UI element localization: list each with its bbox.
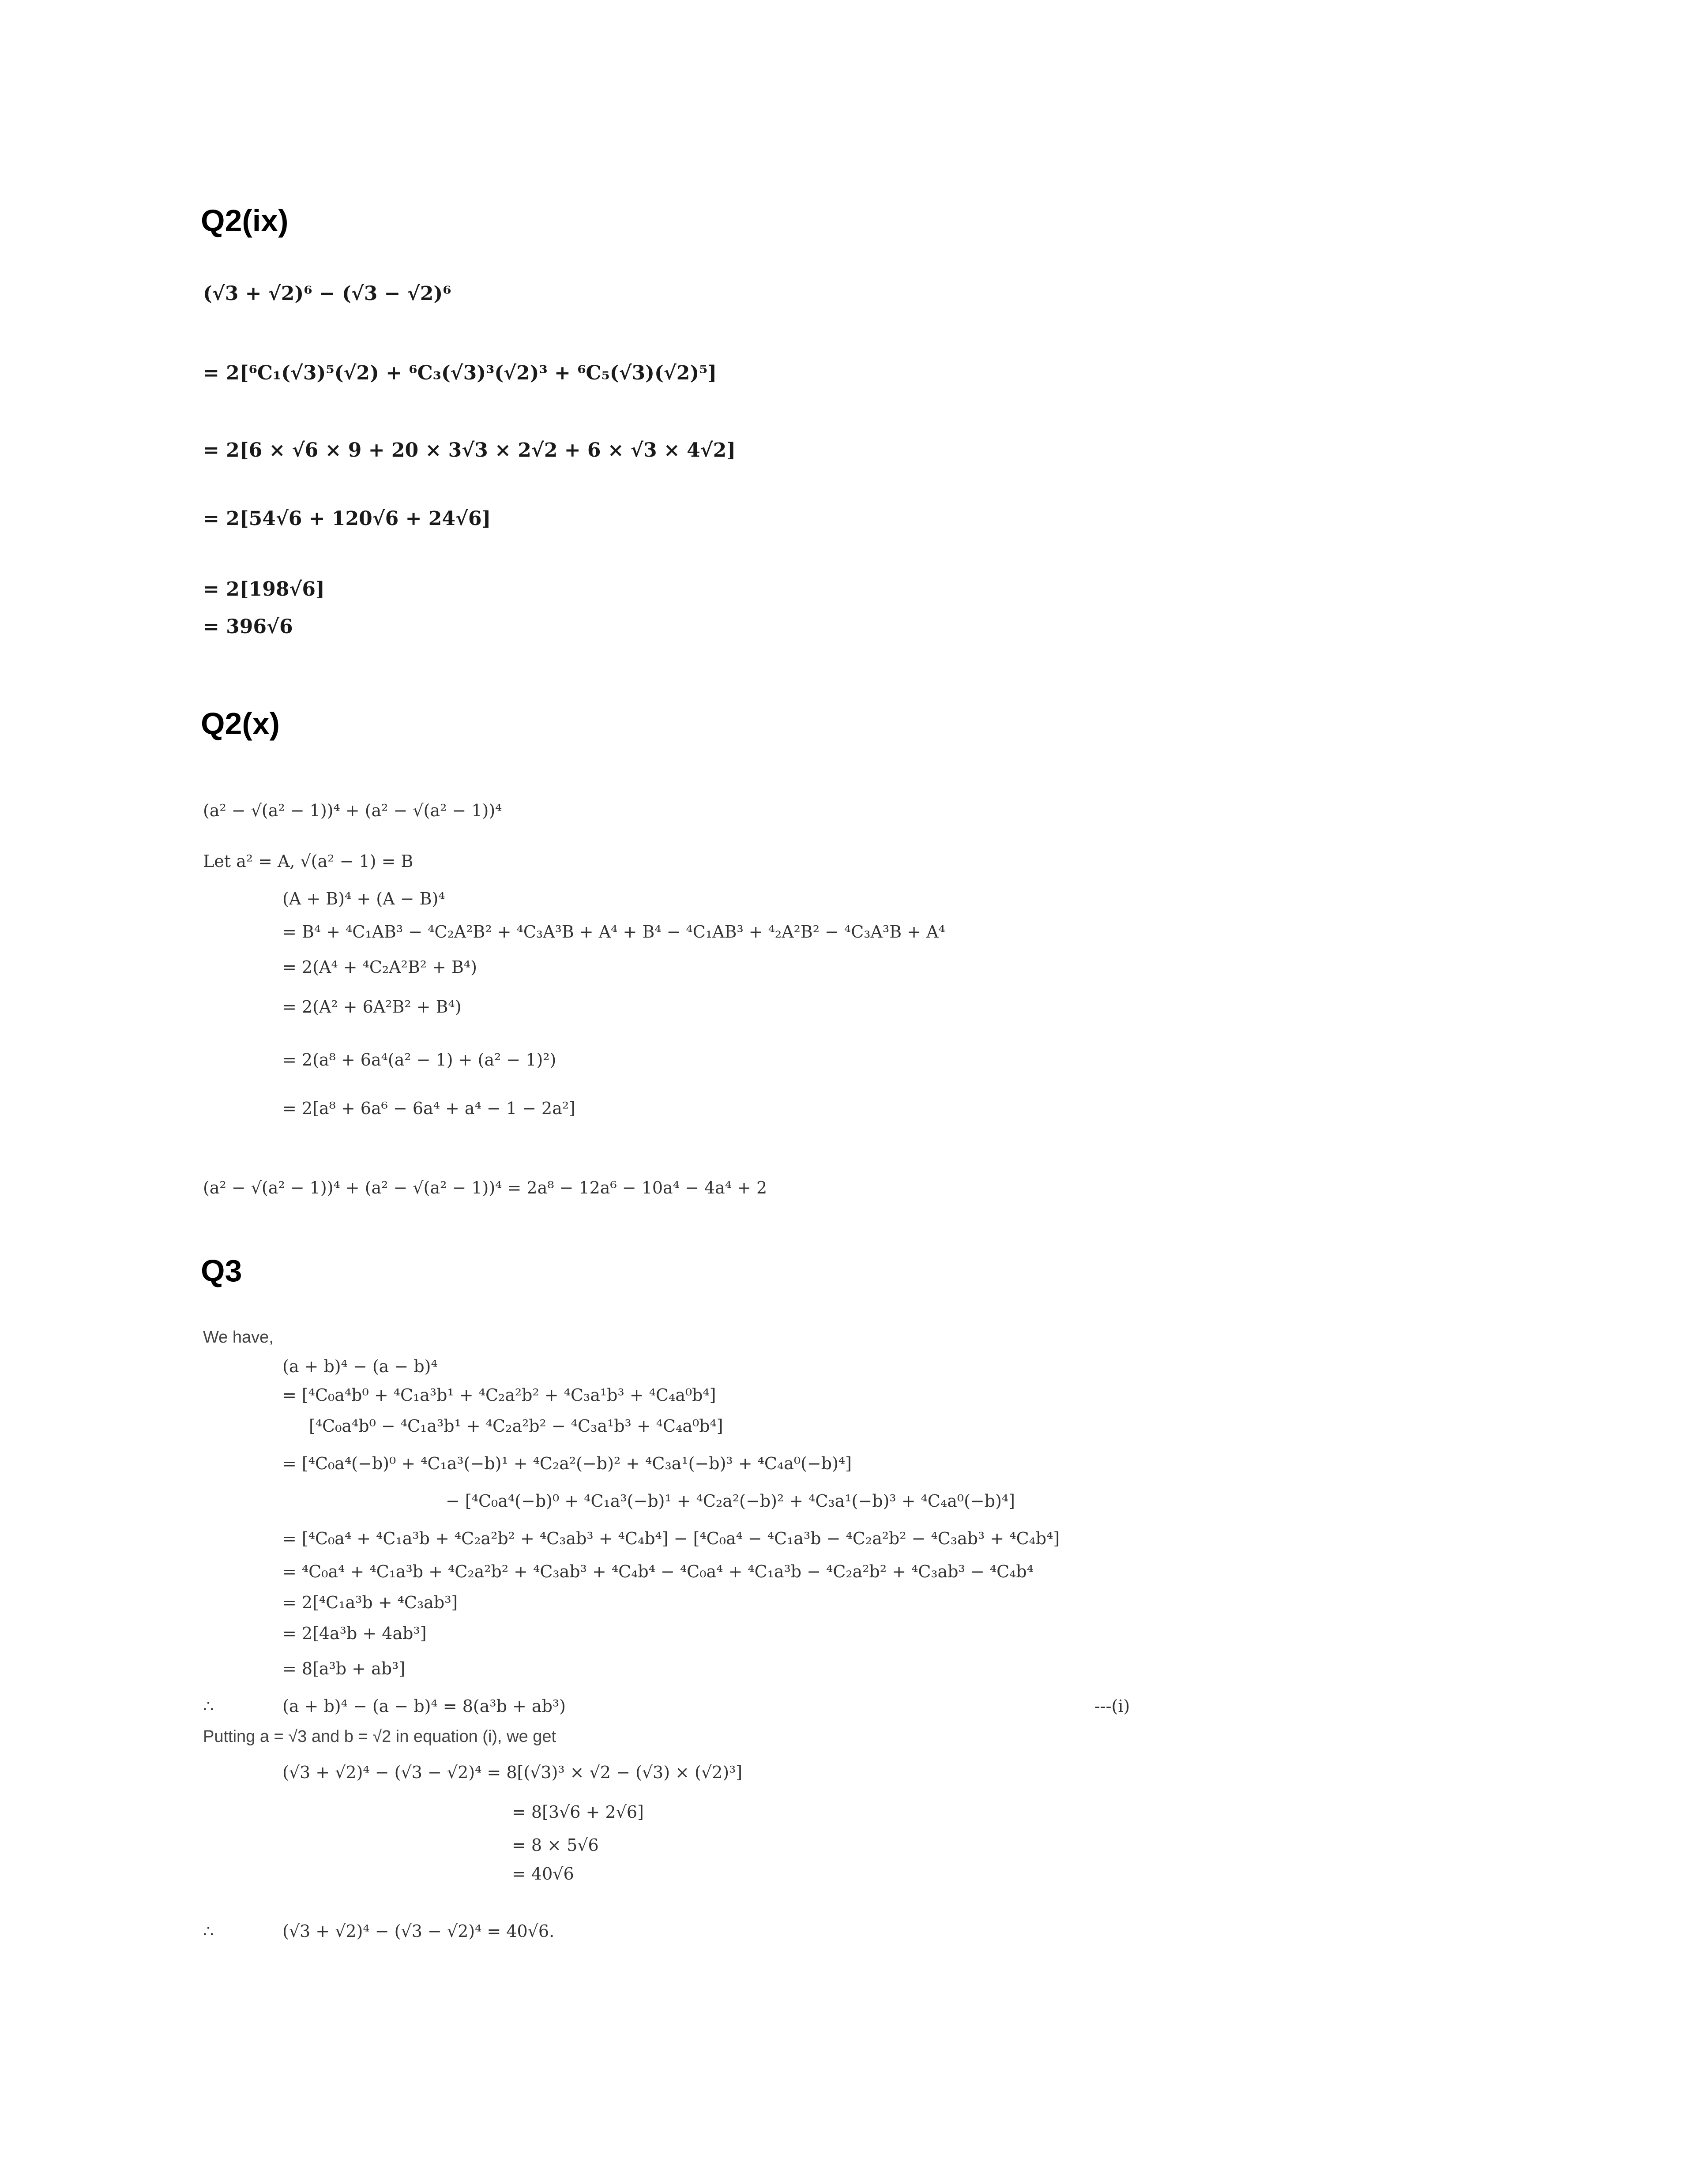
equation-line: (a² − √(a² − 1))⁴ + (a² − √(a² − 1))⁴ = 2a⁸ − 12a⁶ − 10a⁴ − 4a⁴ + 2 (203, 1178, 767, 1197)
equation-line: = 8[3√6 + 2√6] (512, 1802, 644, 1822)
equation-line: (a + b)⁴ − (a − b)⁴ (282, 1357, 438, 1376)
equation-line: = [⁴C₀a⁴ + ⁴C₁a³b + ⁴C₂a²b² + ⁴C₃ab³ + ⁴C₄b⁴] − [⁴C₀a⁴ − ⁴C₁a³b − ⁴C₂a²b² − ⁴C₃ab³ + ⁴C₄b⁴] (282, 1529, 1060, 1548)
equation-line: = 2[4a³b + 4ab³] (282, 1624, 427, 1643)
equation-line: − [⁴C₀a⁴(−b)⁰ + ⁴C₁a³(−b)¹ + ⁴C₂a²(−b)² + ⁴C₃a¹(−b)³ + ⁴C₄a⁰(−b)⁴] (446, 1491, 1015, 1511)
equation-line: = 2[⁶C₁(√3)⁵(√2) + ⁶C₃(√3)³(√2)³ + ⁶C₅(√3)(√2)⁵] (203, 362, 717, 384)
heading-q3: Q3 (201, 1253, 242, 1288)
equation-line: = 2(A⁴ + ⁴C₂A²B² + B⁴) (282, 957, 477, 977)
equation-line: = ⁴C₀a⁴ + ⁴C₁a³b + ⁴C₂a²b² + ⁴C₃ab³ + ⁴C₄b⁴ − ⁴C₀a⁴ + ⁴C₁a³b − ⁴C₂a²b² + ⁴C₃ab³ − ⁴C₄b⁴ (282, 1562, 1034, 1581)
equation-label: ---(i) (1094, 1696, 1130, 1716)
equation-line: = 2[198√6] (203, 578, 325, 600)
equation-line: (A + B)⁴ + (A − B)⁴ (282, 889, 445, 908)
equation-line: (a + b)⁴ − (a − b)⁴ = 8(a³b + ab³) (282, 1696, 566, 1716)
equation-line: = [⁴C₀a⁴(−b)⁰ + ⁴C₁a³(−b)¹ + ⁴C₂a²(−b)² + ⁴C₃a¹(−b)³ + ⁴C₄a⁰(−b)⁴] (282, 1454, 852, 1473)
equation-line: = 8 × 5√6 (512, 1835, 599, 1855)
therefore-symbol: ∴ (203, 1921, 214, 1941)
equation-line: = 2(A² + 6A²B² + B⁴) (282, 997, 462, 1017)
equation-line: (a² − √(a² − 1))⁴ + (a² − √(a² − 1))⁴ (203, 801, 502, 820)
equation-line: = B⁴ + ⁴C₁AB³ − ⁴C₂A²B² + ⁴C₃A³B + A⁴ + B⁴ − ⁴C₁AB³ + ⁴₂A²B² − ⁴C₃A³B + A⁴ (282, 922, 945, 942)
equation-line: = 2[⁴C₁a³b + ⁴C₃ab³] (282, 1593, 458, 1612)
equation-line: = 40√6 (512, 1864, 574, 1884)
heading-q2-ix: Q2(ix) (201, 203, 289, 238)
equation-line: (√3 + √2)⁴ − (√3 − √2)⁴ = 8[(√3)³ × √2 − (√3) × (√2)³] (282, 1763, 743, 1782)
therefore-symbol: ∴ (203, 1696, 214, 1716)
equation-line: = 2[a⁸ + 6a⁶ − 6a⁴ + a⁴ − 1 − 2a²] (282, 1099, 575, 1118)
prose-line: We have, (203, 1328, 274, 1347)
prose-line: Putting a = √3 and b = √2 in equation (i), we get (203, 1727, 556, 1746)
equation-line: = 2[6 × √6 × 9 + 20 × 3√3 × 2√2 + 6 × √3 × 4√2] (203, 439, 736, 462)
equation-line: (√3 + √2)⁶ − (√3 − √2)⁶ (203, 282, 451, 305)
equation-line: (√3 + √2)⁴ − (√3 − √2)⁴ = 40√6. (282, 1921, 555, 1941)
equation-line: Let a² = A, √(a² − 1) = B (203, 852, 414, 871)
equation-line: = 2(a⁸ + 6a⁴(a² − 1) + (a² − 1)²) (282, 1050, 556, 1069)
equation-line: = 396√6 (203, 615, 293, 638)
equation-line: [⁴C₀a⁴b⁰ − ⁴C₁a³b¹ + ⁴C₂a²b² − ⁴C₃a¹b³ + ⁴C₄a⁰b⁴] (309, 1416, 723, 1436)
heading-q2-x: Q2(x) (201, 706, 280, 741)
equation-line: = [⁴C₀a⁴b⁰ + ⁴C₁a³b¹ + ⁴C₂a²b² + ⁴C₃a¹b³ + ⁴C₄a⁰b⁴] (282, 1385, 716, 1405)
equation-line: = 2[54√6 + 120√6 + 24√6] (203, 507, 491, 530)
equation-line: = 8[a³b + ab³] (282, 1659, 406, 1678)
